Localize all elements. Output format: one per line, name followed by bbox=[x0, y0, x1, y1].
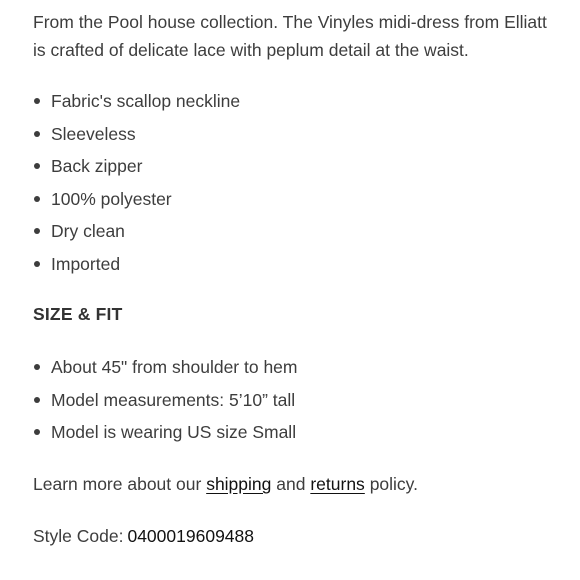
policy-text bbox=[33, 474, 418, 495]
size-fit-list bbox=[33, 355, 298, 453]
size-fit-heading: SIZE & FIT bbox=[33, 304, 123, 324]
list-item: Sleeveless bbox=[33, 122, 240, 155]
list-item: Imported bbox=[33, 252, 240, 285]
list-item: About 45" from shoulder to hem bbox=[33, 355, 298, 388]
feature-list bbox=[33, 89, 240, 285]
policy-prefix: Learn more about our bbox=[33, 474, 202, 494]
list-item: Dry clean bbox=[33, 219, 240, 252]
returns-link[interactable]: returns bbox=[310, 474, 365, 494]
policy-middle: and bbox=[276, 474, 306, 494]
list-item: Fabric's scallop neckline bbox=[33, 89, 240, 122]
shipping-link[interactable]: shipping bbox=[206, 474, 272, 494]
style-code-value: 0400019609488 bbox=[127, 526, 254, 546]
style-code-label: Style Code: bbox=[33, 526, 124, 546]
style-code bbox=[33, 526, 254, 547]
list-item: Back zipper bbox=[33, 154, 240, 187]
list-item: 100% polyester bbox=[33, 187, 240, 220]
list-item: Model is wearing US size Small bbox=[33, 420, 298, 453]
list-item: Model measurements: 5’10” tall bbox=[33, 388, 298, 421]
policy-suffix: policy. bbox=[369, 474, 418, 494]
product-description: From the Pool house collection. The Vinyles midi-dress from Elliatt is crafted of delicate lace with peplum detail at the waist. bbox=[33, 12, 547, 60]
